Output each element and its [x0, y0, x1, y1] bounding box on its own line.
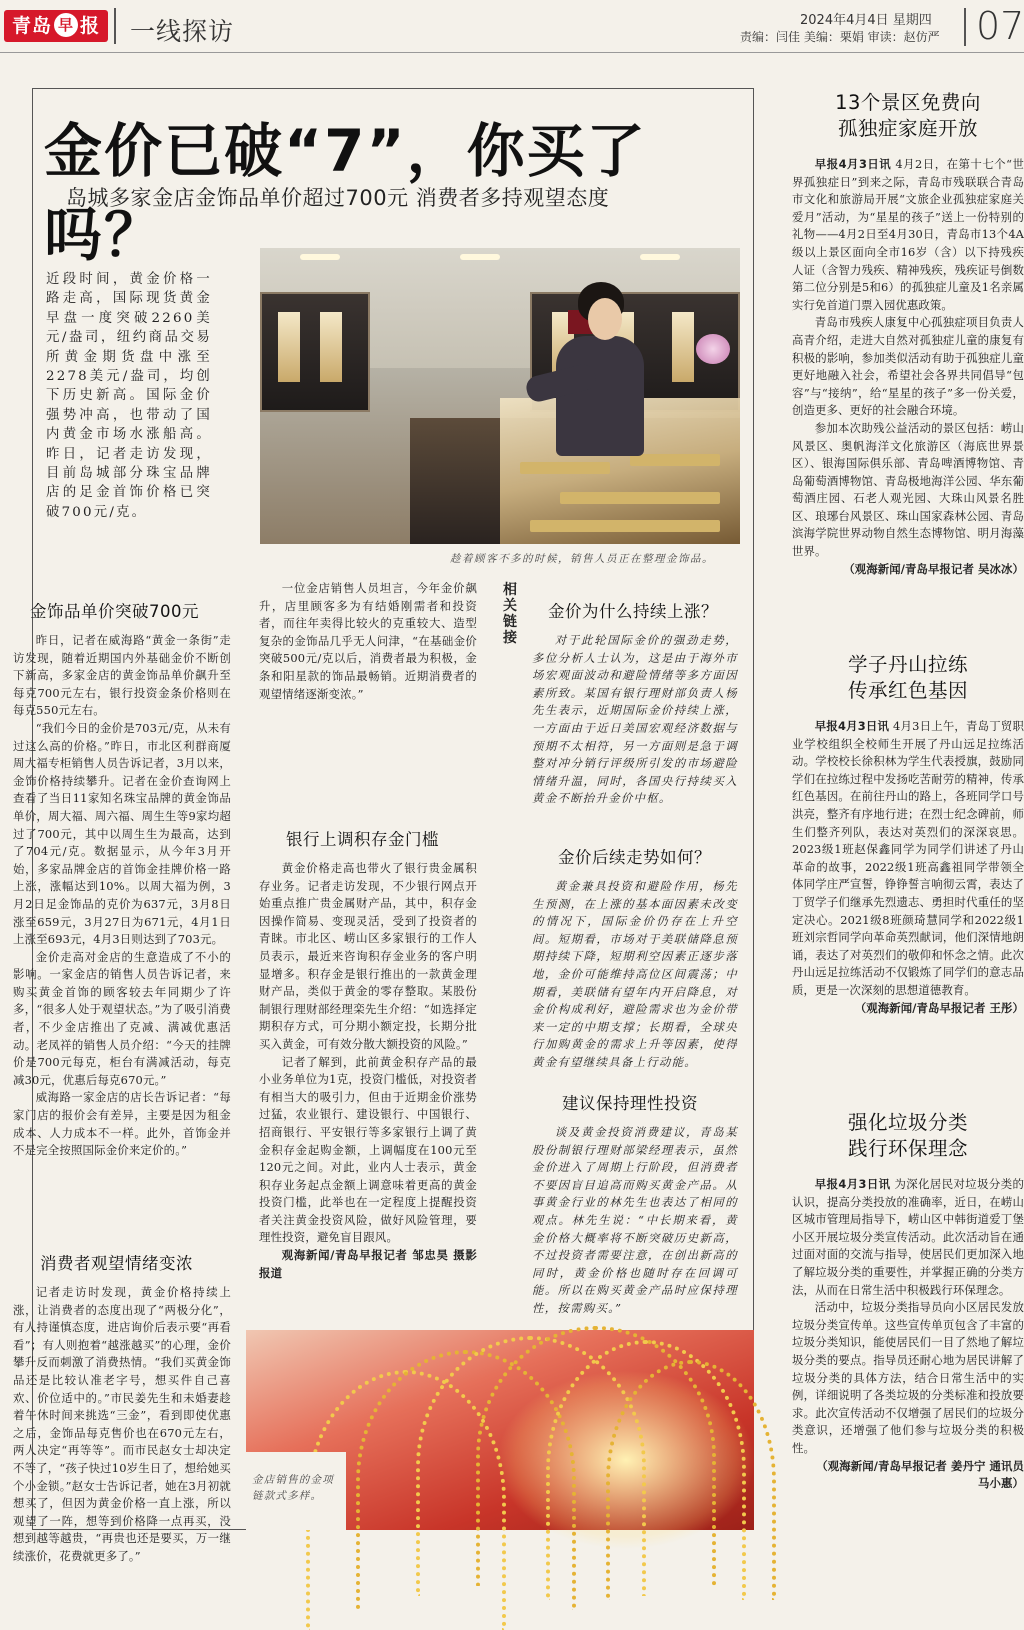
paragraph: 威海路一家金店的店长告诉记者：“每家门店的报价会有差异，主要是因为租金成本、人力成本不一样。此外，首饰金并不是完全按照国际金价来定价的。”	[13, 1090, 231, 1158]
rail-article	[792, 156, 1024, 616]
paragraph: 为深化居民对垃圾分类的认识，提高分类投放的准确率，近日，在崂山区城市管理局指导下，崂山区中韩街道爱丁堡小区开展垃圾分类宣传活动。此次活动旨在通过面对面的交流与指导，使居民们更加深入地了解垃圾分类的重要性，并掌握正确的分类方法，从而在日常生活中积极践行环保理念。	[792, 1177, 1024, 1297]
masthead	[0, 0, 1024, 54]
paragraph: 金价走高对金店的生意造成了不小的影响。一家金店的销售人员告诉记者，来购买黄金首饰的顾客较去年同期少了许多，“很多人处于观望状态。”为了吸引消费者，不少金店推出了克减、满减优惠活动。老凤祥的销售人员介绍：“今天的挂牌价是700元每克，柜台有满减活动，每克减30元，优惠后每克670元。”	[13, 949, 231, 1087]
paragraph: 记者走访时发现，黄金价格持续上涨，让消费者的态度出现了“两极分化”，有人持谨慎态度，进店询价后表示要“再看看”；有人则抱着“越涨越买”的心理，金价攀升反而刺激了消费热情。“我们买黄金饰品还是比较认准老字号，想买件自己喜欢、价位适中的。”市民姜先生和未婚妻趁着午休时间来挑选“三金”，看到即使优惠之后，金饰品每克售价也在670元左右，两人决定“再等等”。而市民赵女士却决定不等了，“孩子快过10岁生日了，想给她买个小金锁。”赵女士告诉记者，她在3月初就想买了，但因为黄金价格一直上涨，所以观望了一阵，想等到价格降一点再买，没想到越等越贵，“再贵也还是要买，万一继续涨价，花费就更多了。”	[13, 1285, 231, 1563]
paragraph: 4月3日上午，青岛丁贸职业学校组织全校师生开展了丹山远足拉练活动。学校校长徐积林为学生代表授旗，鼓励同学们在拉练过程中发扬吃苦耐劳的精神，传承红色基因。在前往丹山的路上，各班同学口号洪亮，整齐有序地行进；在烈士纪念碑前，师生们整齐列队，表达对英烈们的深深哀思。2023级1班赵保鑫同学为同学们讲述了丹山革命的故事，2022级1班高鑫祖同学带领全体同学庄严宣誓，铮铮誓言响彻云霄，表达了丁贸学子们继承先烈遗志、勇担时代重任的坚定决心。2021级8班颜琦慧同学和2022级1班刘宗哲同学向革命英烈献词，他们深情地朗诵，表达了对英烈们的敬仰和怀念之情。此次丹山远足拉练活动不仅锻炼了同学们的意志品质，更是一次深刻的思想道德教育。	[792, 719, 1024, 997]
section-name: 一线探访	[130, 17, 235, 46]
newspaper-logo	[4, 10, 108, 42]
section-title: 金价为什么持续上涨？	[548, 602, 718, 621]
rail-article-title: 学子丹山拉练 传承红色基因	[847, 653, 968, 702]
logo-mark: 早	[54, 13, 78, 37]
lead-paragraph: 近段时间，黄金价格一路走高，国际现货黄金早盘一度突破2260美元/盎司，纽约商品交易所黄金期货盘中涨至2278美元/盎司，均创下历史新高。国际金价强势冲高，也带动了国内黄金市场水涨船高。昨日，记者走访发现，目前岛城部分珠宝品牌店的足金首饰价格已突破700元/克。	[46, 272, 212, 520]
related-links-label: 相关链接	[503, 582, 517, 646]
paragraph: 昨日，记者在威海路“黄金一条街”走访发现，随着近期国内外基础金价不断创下新高，多家金店的黄金饰品单价飙升至每克700元左右，银行投资金条价格则在每克550元左右。	[13, 633, 231, 718]
section-title: 金饰品单价突破700元	[30, 602, 199, 621]
editor-credits: 责编：闫佳 美编：栗娟 审读：赵仿严	[740, 30, 940, 44]
article-column	[532, 1124, 738, 1324]
dateline: 2024年4月4日 星期四	[800, 13, 932, 28]
logo-text-left: 青岛	[11, 15, 52, 37]
page-divider	[964, 8, 966, 46]
rail-article-title: 13个景区免费向 孤独症家庭开放	[835, 91, 981, 140]
deck: 岛城多家金店金饰品单价超过700元 消费者多持观望态度	[66, 186, 610, 210]
paragraph: 活动中，垃圾分类指导员向小区居民发放垃圾分类宣传单。这些宣传单页包含了丰富的垃圾分类知识，能使居民们一目了然地了解垃圾分类的要点。指导员还耐心地为居民讲解了垃圾分类的具体方法，结合日常生活中的实例，详细说明了各类垃圾的分类标准和投放要求。此次宣传活动不仅增强了居民们的垃圾分类意识，还增强了他们参与垃圾分类的积极性。	[792, 1300, 1024, 1455]
page-number: 07	[976, 4, 1024, 48]
paragraph: 记者了解到，此前黄金积存产品的最小业务单位为1克，投资门槛低，对投资者有相当大的吸引力，但由于近期金价涨势过猛，农业银行、建设银行、中国银行、招商银行、平安银行等多家银行上调了黄金积存金起购金额，上调幅度在100元至120元之间。对此，业内人士表示，黄金积存业务起点金额上调意味着更高的黄金投资门槛，此举也在一定程度上提醒投资者关注黄金投资风险，做好风险管理，要理性投资，避免盲目跟风。	[259, 1054, 477, 1245]
rail-article-title: 强化垃圾分类 践行环保理念	[847, 1111, 968, 1160]
dateline-tag: 早报4月3日讯	[814, 1177, 891, 1191]
paragraph: 参加本次助残公益活动的景区包括：崂山风景区、奥帆海洋文化旅游区（海底世界景区）、银海国际俱乐部、青岛啤酒博物馆、青岛葡萄酒博物馆、青岛极地海洋公园、华东葡萄酒庄园、石老人观光园、大珠山风景名胜区、琅琊台风景区、珠山国家森林公园、青岛滨海学院世界动物自然生态博物馆、明月海藻世界。	[792, 420, 1024, 559]
paragraph: 黄金兼具投资和避险作用，杨先生预测，在上涨的基本面因素未改变的情况下，国际金价仍存在上升空间。短期看，市场对于美联储降息预期持续下降，短期利空因素正逐步落地，金价可能维持高位区间震荡；中期看，美联储有望年内开启降息，对金价构成利好，避险需求也为金价带来一定的中期支撑；长期看，全球央行加购黄金的需求上升等因素，使得黄金有望继续具备上行动能。	[532, 879, 738, 1069]
paragraph: 对于此轮国际金价的强劲走势，多位分析人士认为，这是由于海外市场宏观面波动和避险情绪等多方面因素所致。某国有银行理财部负责人杨先生表示，近期国际金价持续上涨，一方面由于近日美国宏观经济数据与预期不太相符，另一方面则是急于调整对冲分销行评级所引发的市场避险情绪升温，同时，各国央行持续买入黄金不断抬升金价中枢。	[532, 633, 738, 806]
header-rule	[0, 52, 1024, 53]
article-column	[13, 632, 231, 1160]
paragraph: 一位金店销售人员坦言，今年金价飙升，店里顾客多为有结婚刚需者和投资者，而往年卖得比较火的克重较大、造型复杂的金饰品几乎无人问津，“在基础金价突破500元/克以后，消费者最为积极，金条和阳星款的饰品最畅销。近期消费者的观望情绪逐渐变浓。”	[259, 581, 477, 701]
credit: （观海新闻/青岛早报记者 吴冰冰）	[843, 561, 1024, 576]
byline: 观海新闻/青岛早报记者 邹忠昊 摄影报道	[259, 1248, 477, 1280]
article-column	[259, 860, 477, 1282]
photo-caption: 金店销售的金项链款式多样。	[252, 1474, 334, 1502]
paragraph: “我们今日的金价是703元/克，从未有过这么高的价格。”昨日，市北区利群商厦周大福专柜销售人员告诉记者，3月以来，金饰价格持续攀升。记者在金价查询网上查看了当日11家知名珠宝品牌的黄金饰品单价，周大福、周六福、周生生等9家均超过了700元，其中以周生生为最高，达到了704元/克。数据显示，从今年3月开始，多家品牌金店的首饰金挂牌价格一路上涨，涨幅达到10%。以周大福为例，3月2日足金饰品的克价为637元，3月8日涨至659元，3月27日为671元，4月1日上涨至693元，4月3日则达到了703元。	[13, 720, 231, 947]
article-column	[532, 878, 738, 1072]
rail-article	[792, 1176, 1024, 1528]
headline: 金价已破“7”，你买了吗？	[44, 117, 647, 269]
dateline-tag: 早报4月3日讯	[814, 719, 890, 733]
section-divider	[114, 8, 116, 44]
section-title: 银行上调积存金门槛	[286, 830, 439, 849]
photo-caption: 趁着顾客不多的时候，销售人员正在整理金饰品。	[450, 553, 714, 565]
dateline-tag: 早报4月3日讯	[814, 157, 892, 171]
credit: （观海新闻/青岛早报记者 王彤）	[854, 1000, 1024, 1015]
rail-article	[792, 718, 1024, 1078]
paragraph: 黄金价格走高也带火了银行贵金属积存业务。记者走访发现，不少银行网点开始重点推广贵金属财产品，其中，积存金因操作简易、变现灵活，受到了投资者的青睐。市北区、崂山区多家银行的工作人员表示，最近来咨询积存金业务的客户明显增多。积存金是银行推出的一款黄金理财产品，类似于黄金的零存整取。某股份制银行理财部经理栾先生介绍：“如选择定期积存方式，可分期小额定投，长期分批买入黄金，可有效分散大额投资的风险。”	[259, 861, 477, 1051]
paragraph: 4月2日，在第十七个“世界孤独症日”到来之际，青岛市残联联合青岛市文化和旅游局开展“文旅企业孤独症家庭关爱月”活动，为“星星的孩子”送上一份特别的礼物——4月2日至4月30日，青岛市13个4A级以上景区面向全市16岁（含）以下持残疾人证（含智力残疾、精神残疾，残疾证号倒数第二位分别是5和6）的孤独症儿童及1名亲属实行免首道门票入园优惠政策。	[792, 157, 1024, 312]
logo-text-right: 报	[80, 15, 101, 37]
article-column	[13, 1284, 231, 1563]
jewelry-store-photo	[260, 248, 740, 544]
article-column	[259, 580, 477, 806]
paragraph: 谈及黄金投资消费建议，青岛某股份制银行理财部梁经理表示，虽然金价进入了周期上行阶段，但消费者不要因盲目追高而购买黄金产品。从事黄金行业的林先生也表达了相同的观点。林先生说：“中长期来看，黄金价格大概率将不断突破历史新高，不过投资者需要注意，在创出新高的同时，黄金价格也随时存在回调可能。所以在购买黄金产品时应保持理性，按需购买。”	[532, 1125, 738, 1315]
paragraph: 青岛市残疾人康复中心孤独症项目负责人高青介绍，走进大自然对孤独症儿童的康复有积极的影响，参加类似活动有助于孤独症儿童更好地融入社会，希望社会各界共同倡导“包容”与“接纳”，给“星星的孩子”多一份关爱，创造更多、更好的社会融合环境。	[792, 315, 1024, 418]
article-column	[532, 632, 738, 808]
section-title: 消费者观望情绪变浓	[40, 1254, 193, 1273]
section-title: 建议保持理性投资	[562, 1094, 698, 1113]
credit: （观海新闻/青岛早报记者 姜丹宁 通讯员 马小惠）	[816, 1458, 1024, 1491]
section-title: 金价后续走势如何？	[558, 848, 711, 867]
